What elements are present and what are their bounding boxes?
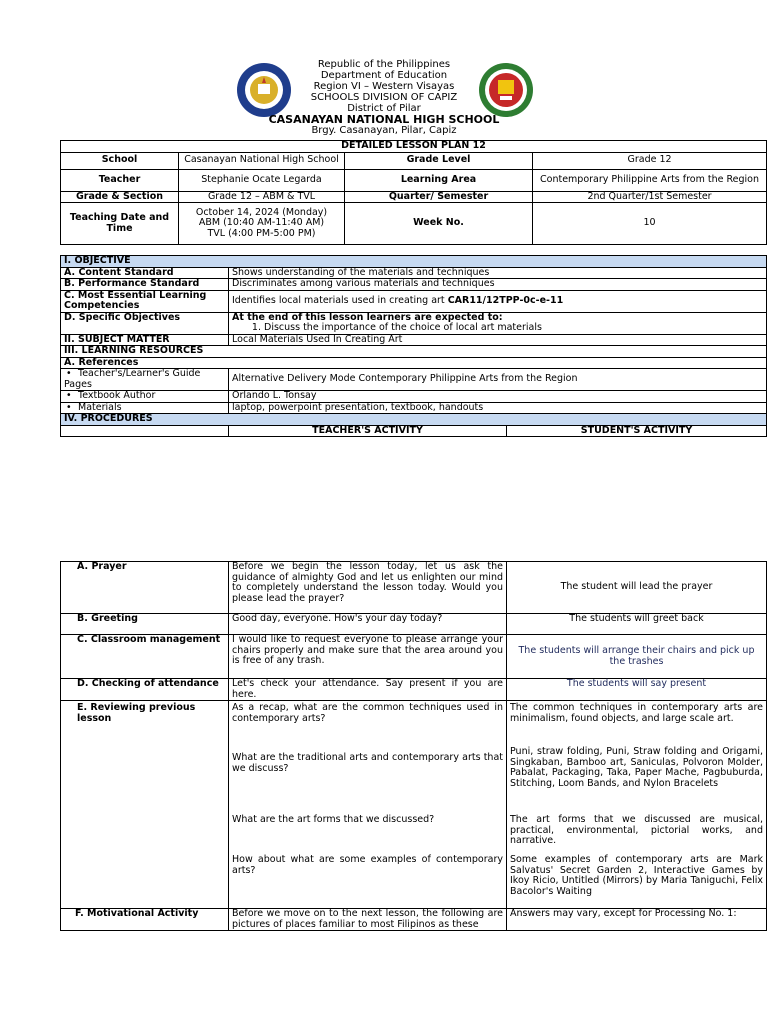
performance-standard-value: Discriminates among various materials and techniques (229, 279, 767, 291)
procedures-heading: IV. PROCEDURES (61, 414, 767, 426)
school-label: School (61, 152, 179, 169)
week-label: Week No. (345, 203, 533, 245)
teacher-value: Stephanie Ocate Legarda (179, 169, 345, 191)
subject-matter-value: Local Materials Used In Creating Art (229, 334, 767, 346)
lesson-plan-title: DETAILED LESSON PLAN 12 (61, 141, 767, 153)
learning-area-label: Learning Area (345, 169, 533, 191)
lesson-info-table (60, 140, 767, 245)
prayer-teacher: Before we begin the lesson today, let us ask the guidance of almighty God and let us enlighten our mind to completely understand the lesson today. Would you please lead the prayer? (229, 562, 507, 614)
greeting-student: The students will greet back (507, 614, 767, 635)
teaching-time-abm: ABM (10:40 AM-11:40 AM) (198, 217, 325, 229)
materials-label: • Materials (61, 402, 229, 414)
procedures-blank-cell (61, 425, 229, 437)
review-question-3: What are the art forms that we discussed? (232, 814, 435, 825)
specific-objectives-value (229, 312, 767, 334)
objective-heading: I. OBJECTIVE (61, 256, 767, 268)
grade-section-value: Grade 12 – ABM & TVL (179, 191, 345, 203)
references-label: A. References (61, 357, 767, 369)
melc-code: CAR11/12TPP-0c-e-11 (447, 294, 564, 306)
header-line-division: SCHOOLS DIVISION OF CAPIZ (310, 92, 458, 103)
header-line-region: Region VI – Western Visayas (313, 81, 455, 92)
school-address: Brgy. Casanayan, Pilar, Capiz (311, 125, 457, 136)
grade-section-label: Grade & Section (61, 191, 179, 203)
melc-value (229, 290, 767, 312)
content-standard-label: A. Content Standard (61, 267, 229, 279)
teaching-date-label: Teaching Date and Time (61, 203, 179, 245)
classroom-management-label: C. Classroom management (61, 635, 229, 679)
header-line-republic: Republic of the Philippines (317, 59, 451, 70)
procedures-table (60, 561, 767, 931)
guide-pages-value: Alternative Delivery Mode Contemporary Philippine Arts from the Region (229, 369, 767, 391)
greeting-teacher: Good day, everyone. How's your day today? (229, 614, 507, 635)
prayer-student: The student will lead the prayer (507, 562, 767, 614)
performance-standard-label: B. Performance Standard (61, 279, 229, 291)
attendance-student: The students will say present (507, 679, 767, 701)
review-question-1: As a recap, what are the common techniques used in contemporary arts? (232, 702, 503, 724)
textbook-author-label: • Textbook Author (61, 391, 229, 403)
motivational-activity-teacher: Before we move on to the next lesson, the following are pictures of places familiar to most Filipinos as these (229, 909, 507, 931)
subject-matter-label: II. SUBJECT MATTER (61, 334, 229, 346)
specific-objectives-label: D. Specific Objectives (61, 312, 229, 334)
motivational-activity-student: Answers may vary, except for Processing No. 1: (507, 909, 767, 931)
grade-level-label: Grade Level (345, 152, 533, 169)
quarter-label: Quarter/ Semester (345, 191, 533, 203)
review-answer-3: The art forms that we discussed are musical, practical, environmental, pictorial works, and narrative. (510, 814, 763, 846)
teaching-time-tvl: TVL (4:00 PM-5:00 PM) (207, 227, 316, 239)
materials-value: laptop, powerpoint presentation, textbook, handouts (229, 402, 767, 414)
melc-label: C. Most Essential Learning Competencies (61, 290, 229, 312)
review-student (507, 701, 767, 909)
specific-objective-item: 1. Discuss the importance of the choice of local art materials (264, 323, 763, 334)
textbook-author-value: Orlando L. Tonsay (229, 391, 767, 403)
melc-text: Identifies local materials used in creating art (232, 294, 445, 306)
specific-objectives-intro: At the end of this lesson learners are expected to: (232, 311, 503, 323)
attendance-teacher: Let's check your attendance. Say present if you are here. (229, 679, 507, 701)
review-answer-1: The common techniques in contemporary arts are minimalism, found objects, and large scale art. (510, 702, 763, 724)
prayer-label: A. Prayer (61, 562, 229, 614)
learning-resources-heading: III. LEARNING RESOURCES (61, 346, 767, 358)
specific-objectives-list (232, 323, 763, 334)
grade-level-value: Grade 12 (533, 152, 767, 169)
header-line-district: District of Pilar (347, 103, 421, 114)
teacher-label: Teacher (61, 169, 179, 191)
header-block (0, 59, 768, 136)
teacher-activity-header: TEACHER'S ACTIVITY (229, 425, 507, 437)
header-line-department: Department of Education (320, 70, 448, 81)
greeting-label: B. Greeting (61, 614, 229, 635)
lesson-plan-table (60, 255, 767, 437)
school-value: Casanayan National High School (179, 152, 345, 169)
motivational-activity-label: F. Motivational Activity (61, 909, 229, 931)
school-name: CASANAYAN NATIONAL HIGH SCHOOL (268, 113, 500, 126)
review-question-4: How about what are some examples of contemporary arts? (232, 854, 503, 876)
review-label: E. Reviewing previous lesson (61, 701, 229, 909)
teaching-date-line: October 14, 2024 (Monday) (195, 206, 328, 218)
learning-area-value: Contemporary Philippine Arts from the Region (533, 169, 767, 191)
teaching-date-value (179, 203, 345, 245)
review-question-2: What are the traditional arts and contemporary arts that we discuss? (232, 752, 503, 774)
review-answer-4: Some examples of contemporary arts are Mark Salvatus' Secret Garden 2, Interactive Games by Ikoy Ricio, Untitled (Mirrors) by Maria Taniguchi, Felix Bacolor's Waiting (510, 854, 763, 897)
review-answer-2: Puni, straw folding, Puni, Straw folding and Origami, Singkaban, Bamboo art, Saniculas, Polvoron Molder, Pabalat, Packaging, Taka, Paper Mache, Pagbuburda, Stitching, Loom Bands, and Nylon Bracelets (510, 746, 763, 789)
content-standard-value: Shows understanding of the materials and techniques (229, 267, 767, 279)
week-value: 10 (533, 203, 767, 245)
attendance-label: D. Checking of attendance (61, 679, 229, 701)
student-activity-header: STUDENT'S ACTIVITY (507, 425, 767, 437)
classroom-management-student: The students will arrange their chairs and pick up the trashes (507, 635, 767, 679)
review-teacher (229, 701, 507, 909)
quarter-value: 2nd Quarter/1st Semester (533, 191, 767, 203)
guide-pages-label: • Teacher's/Learner's Guide Pages (61, 369, 229, 391)
classroom-management-teacher: I would like to request everyone to please arrange your chairs properly and make sure that the area around you is free of any trash. (229, 635, 507, 679)
